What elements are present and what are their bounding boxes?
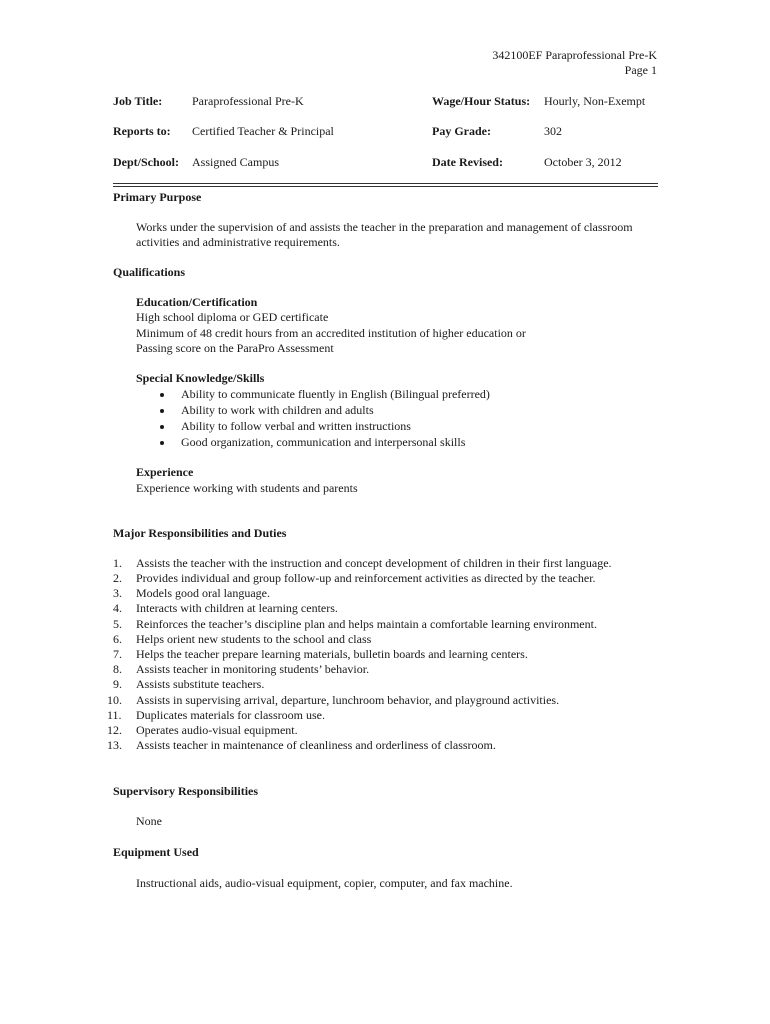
experience-heading: Experience: [136, 465, 194, 479]
primary-purpose-line: Works under the supervision of and assists the teacher in the preparation and management of classroom: [136, 220, 633, 234]
equipment-heading: Equipment Used: [113, 845, 199, 859]
duty-text: Assists in supervising arrival, departure, lunchroom behavior, and playground activities.: [136, 693, 560, 707]
duty-number: 13.: [107, 738, 122, 752]
skill-item: Ability to work with children and adults: [181, 403, 374, 417]
duties-heading: Major Responsibilities and Duties: [113, 526, 287, 540]
duty-number: 3.: [113, 586, 122, 600]
skill-item: Ability to communicate fluently in English (Bilingual preferred): [181, 387, 490, 401]
duty-text: Assists teacher in monitoring students’ behavior.: [136, 662, 370, 676]
doc-title: 342100EF Paraprofessional Pre-K: [492, 48, 657, 62]
duty-text: Provides individual and group follow-up and reinforcement activities as directed by the teacher.: [136, 571, 596, 585]
dept-value: Assigned Campus: [192, 155, 279, 169]
reports-to-value: Certified Teacher & Principal: [192, 124, 334, 138]
skill-item: Ability to follow verbal and written instructions: [181, 419, 411, 433]
primary-purpose-heading: Primary Purpose: [113, 190, 202, 204]
bullet-icon: [160, 393, 164, 397]
education-heading: Education/Certification: [136, 295, 258, 309]
wage-value: Hourly, Non-Exempt: [544, 94, 646, 108]
duty-number: 10.: [107, 693, 122, 707]
duty-number: 1.: [113, 556, 122, 570]
date-revised-value: October 3, 2012: [544, 155, 622, 169]
duty-number: 2.: [113, 571, 122, 585]
dept-label: Dept/School:: [113, 155, 179, 169]
reports-to-label: Reports to:: [113, 124, 171, 138]
duty-number: 8.: [113, 662, 122, 676]
duty-number: 11.: [107, 708, 122, 722]
education-line: Minimum of 48 credit hours from an accredited institution of higher education or: [136, 326, 526, 340]
pay-grade-label: Pay Grade:: [432, 124, 491, 138]
date-revised-label: Date Revised:: [432, 155, 503, 169]
job-title-value: Paraprofessional Pre-K: [192, 94, 304, 108]
duty-text: Operates audio-visual equipment.: [136, 723, 298, 737]
skills-heading: Special Knowledge/Skills: [136, 371, 265, 385]
experience-text: Experience working with students and parents: [136, 481, 358, 495]
duty-text: Assists the teacher with the instruction and concept development of children in their first language.: [136, 556, 612, 570]
equipment-text: Instructional aids, audio-visual equipment, copier, computer, and fax machine.: [136, 876, 513, 890]
duty-text: Helps orient new students to the school and class: [136, 632, 372, 646]
pay-grade-value: 302: [544, 124, 562, 138]
qualifications-heading: Qualifications: [113, 265, 186, 279]
duty-number: 5.: [113, 617, 122, 631]
duty-text: Assists teacher in maintenance of cleanliness and orderliness of classroom.: [136, 738, 496, 752]
duty-text: Reinforces the teacher’s discipline plan and helps maintain a comfortable learning environment.: [136, 617, 597, 631]
divider-bottom: [113, 186, 658, 187]
divider-top: [113, 183, 658, 184]
education-line: Passing score on the ParaPro Assessment: [136, 341, 334, 355]
duty-number: 9.: [113, 677, 122, 691]
duty-text: Assists substitute teachers.: [136, 677, 265, 691]
education-line: High school diploma or GED certificate: [136, 310, 329, 324]
page-number: Page 1: [624, 63, 657, 77]
job-title-label: Job Title:: [113, 94, 163, 108]
supervisory-heading: Supervisory Responsibilities: [113, 784, 259, 798]
duty-text: Models good oral language.: [136, 586, 270, 600]
supervisory-text: None: [136, 814, 162, 828]
duty-number: 6.: [113, 632, 122, 646]
bullet-icon: [160, 409, 164, 413]
duty-text: Interacts with children at learning centers.: [136, 601, 338, 615]
duty-number: 4.: [113, 601, 122, 615]
duty-text: Helps the teacher prepare learning materials, bulletin boards and learning centers.: [136, 647, 528, 661]
bullet-icon: [160, 425, 164, 429]
duty-number: 12.: [107, 723, 122, 737]
primary-purpose-line: activities and administrative requirements.: [136, 235, 340, 249]
bullet-icon: [160, 441, 164, 445]
wage-label: Wage/Hour Status:: [432, 94, 531, 108]
duty-text: Duplicates materials for classroom use.: [136, 708, 325, 722]
skill-item: Good organization, communication and interpersonal skills: [181, 435, 466, 449]
duty-number: 7.: [113, 647, 122, 661]
